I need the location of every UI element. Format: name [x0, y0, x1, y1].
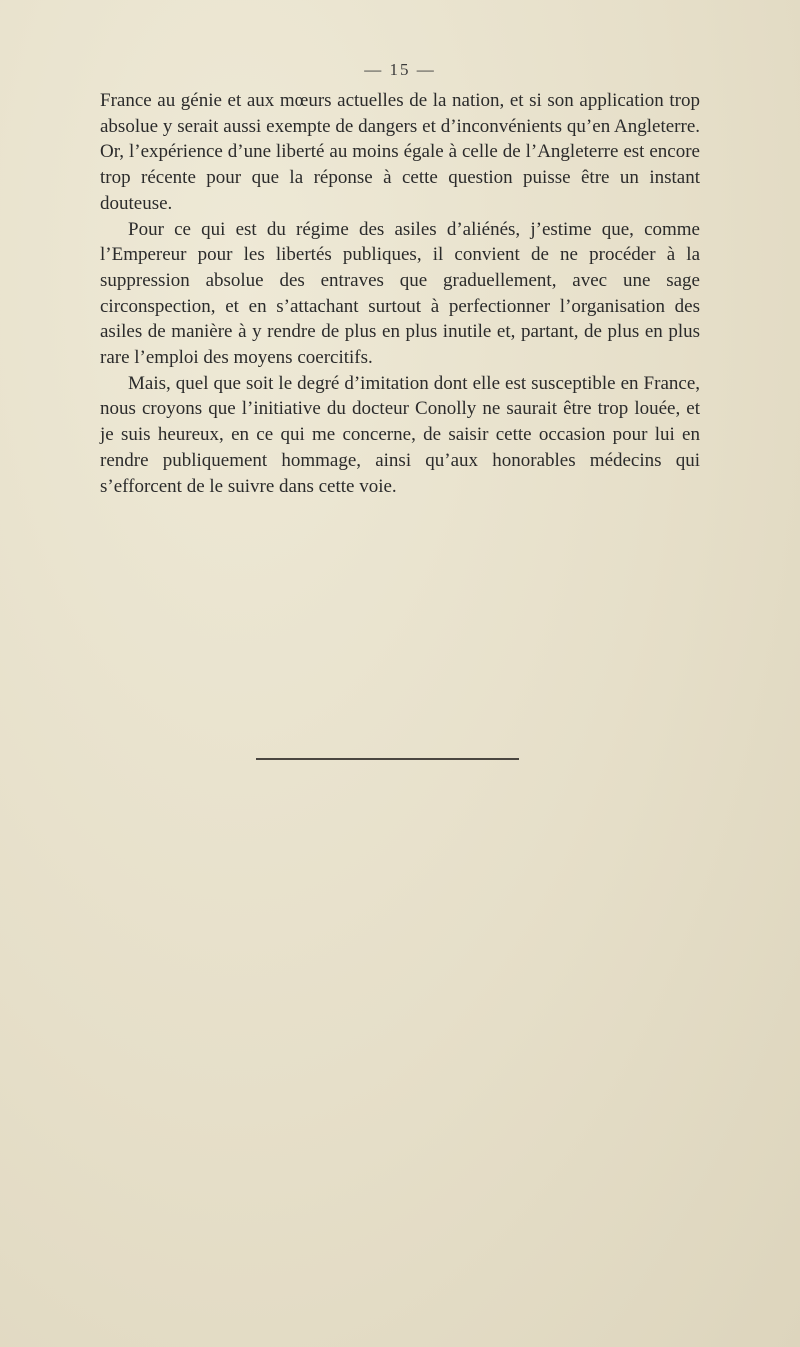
paragraph-3: Mais, quel que soit le degré d’imitation dont elle est susceptible en France, nous croyons que l’initiative du docteur Conolly ne saurait être trop louée, et je suis heureux, en ce qui me concerne, de saisir cette occasion pour lui en rendre publiquement hommage, ainsi qu’aux honorables médecins qui s’efforcent de le suivre dans cette voie.	[100, 372, 700, 497]
paragraph-2: Pour ce qui est du régime des asiles d’aliénés, j’estime que, comme l’Empereur pour les libertés publiques, il convient de ne procéder à la suppression absolue des entraves que graduellement, avec une sage circonspection, et en s’attachant surtout à perfectionner l’organisation des asiles de manière à y rendre de plus en plus inutile et, partant, de plus en plus rare l’emploi des moyens coercitifs.	[100, 218, 700, 369]
section-divider	[256, 758, 519, 760]
page-number: — 15 —	[364, 60, 436, 79]
body-text	[100, 88, 700, 499]
paragraph-1: France au génie et aux mœurs actuelles de la nation, et si son application trop absolue y serait aussi exempte de dangers et d’inconvénients qu’en Angleterre. Or, l’expérience d’une liberté au moins égale à celle de l’Angleterre est encore trop récente pour que la réponse à cette question puisse être un instant douteuse.	[100, 90, 700, 214]
